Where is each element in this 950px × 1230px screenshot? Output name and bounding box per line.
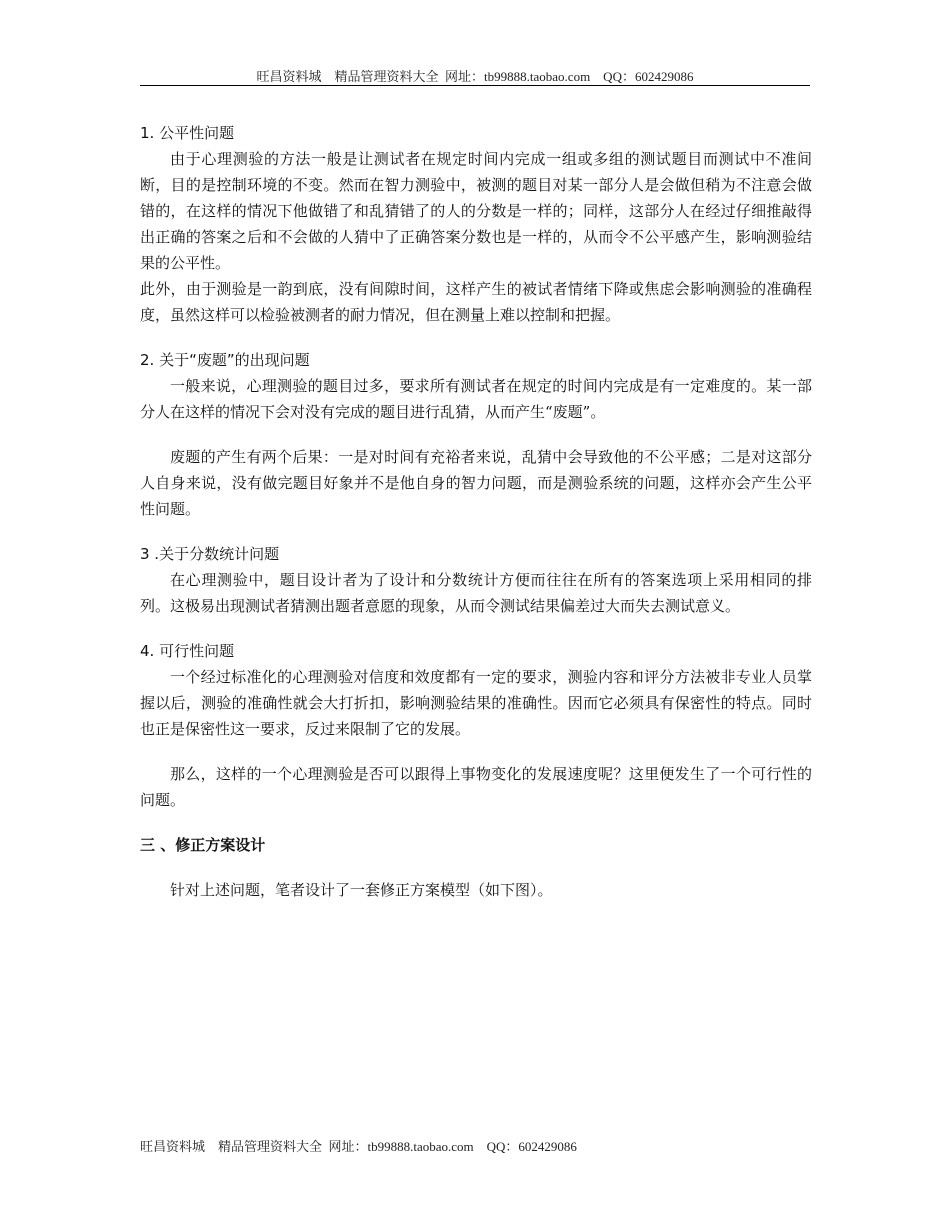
paragraph-feasibility-1: 一个经过标准化的心理测验对信度和效度都有一定的要求，测验内容和评分方法被非专业人员掌握以后，测验的准确性就会大打折扣，影响测验结果的准确性。因而它必须具有保密性的特点。同时也正是保密性这一要求，反过来限制了它的发展。 bbox=[140, 668, 812, 738]
heading-waste-questions: 2. 关于“废题”的出现问题 bbox=[140, 351, 310, 369]
spacer bbox=[140, 522, 812, 541]
page-header: 旺昌资料城 精品管理资料大全 网址：tb99888.taobao.com QQ：602429086 bbox=[256, 69, 694, 84]
heading-fairness: 1. 公平性问题 bbox=[140, 124, 235, 142]
paragraph-score-statistics: 在心理测验中，题目设计者为了设计和分数统计方便而往往在所有的答案选项上采用相同的排列。这极易出现测试者猜测出题者意愿的现象，从而令测试结果偏差过大而失去测试意义。 bbox=[140, 571, 812, 615]
spacer bbox=[140, 425, 812, 444]
section-title-revision-plan: 三 、修正方案设计 bbox=[140, 836, 266, 854]
paragraph-fairness-2: 此外，由于测验是一韵到底，没有间隙时间，这样产生的被试者情绪下降或焦虑会影响测验的准确程度，虽然这样可以检验被测者的耐力情况，但在测量上难以控制和把握。 bbox=[140, 280, 812, 324]
heading-score-statistics: 3 .关于分数统计问题 bbox=[140, 545, 280, 563]
document-body bbox=[140, 120, 812, 903]
spacer bbox=[140, 328, 812, 347]
paragraph-revision-plan: 针对上述问题，笔者设计了一套修正方案模型（如下图）。 bbox=[170, 881, 553, 899]
paragraph-waste-questions-1: 一般来说，心理测验的题目过多，要求所有测试者在规定的时间内完成是有一定难度的。某一部分人在这样的情况下会对没有完成的题目进行乱猜，从而产生“废题”。 bbox=[140, 377, 812, 421]
spacer bbox=[140, 742, 812, 761]
heading-feasibility: 4. 可行性问题 bbox=[140, 642, 235, 660]
paragraph-waste-questions-2: 废题的产生有两个后果：一是对时间有充裕者来说，乱猜中会导致他的不公平感；二是对这部分人自身来说，没有做完题目好象并不是他自身的智力问题，而是测验系统的问题，这样亦会产生公平性问题。 bbox=[140, 448, 812, 518]
spacer bbox=[140, 813, 812, 832]
paragraph-feasibility-2: 那么，这样的一个心理测验是否可以跟得上事物变化的发展速度呢？这里便发生了一个可行性的问题。 bbox=[140, 765, 812, 809]
page-footer: 旺昌资料城 精品管理资料大全 网址：tb99888.taobao.com QQ：602429086 bbox=[140, 1139, 577, 1154]
header-divider bbox=[140, 85, 810, 86]
spacer bbox=[140, 619, 812, 638]
paragraph-fairness-1: 由于心理测验的方法一般是让测试者在规定时间内完成一组或多组的测试题目而测试中不准间断，目的是控制环境的不变。然而在智力测验中，被测的题目对某一部分人是会做但稍为不注意会做错的，在这样的情况下他做错了和乱猜错了的人的分数是一样的；同样，这部分人在经过仔细推敲得出正确的答案之后和不会做的人猜中了正确答案分数也是一样的，从而令不公平感产生，影响测验结果的公平性。 bbox=[140, 150, 812, 272]
spacer bbox=[140, 858, 812, 877]
